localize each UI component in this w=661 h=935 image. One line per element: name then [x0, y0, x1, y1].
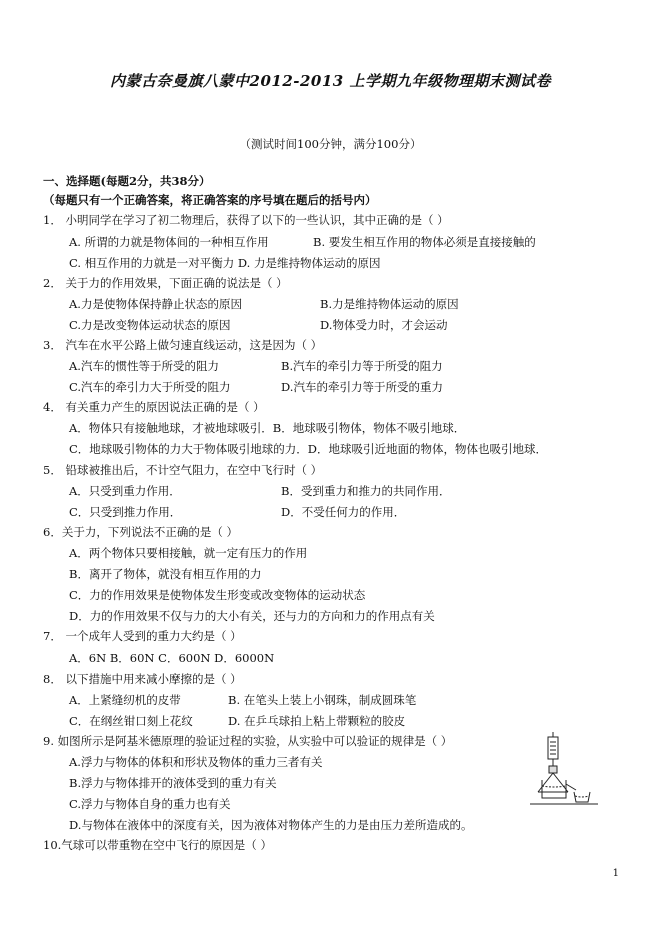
section-heading: 一、选择题(每题2分，共38分） [43, 174, 211, 188]
question-6-option-b: B．离开了物体，就没有相互作用的力 [69, 567, 262, 581]
question-5-option-a: A．只受到重力作用． [69, 484, 181, 498]
page-number: 1 [612, 868, 619, 879]
question-9-option-b: B.浮力与物体排开的液体受到的重力有关 [69, 776, 277, 790]
question-3-option-b: B.汽车的牵引力等于所受的阻力 [281, 359, 443, 373]
question-2-option-a: A.力是使物体保持静止状态的原因 [69, 297, 242, 311]
question-8-option-c: C．在纲丝钳口刻上花纹 [69, 714, 193, 728]
question-4-option-ab: A．物体只有接触地球，才被地球吸引．B．地球吸引物体，物体不吸引地球． [69, 421, 466, 435]
question-7-stem: 7． 一个成年人受到的重力大约是（ ） [43, 629, 242, 643]
question-4-option-cd: C．地球吸引物体的力大于物体吸引地球的力．D．地球吸引近地面的物体，物体也吸引地球． [69, 442, 548, 456]
question-3-option-d: D.汽车的牵引力等于所受的重力 [281, 380, 443, 394]
question-1-option-b: B. 要发生相互作用的物体必须是直接接触的 [313, 235, 536, 249]
exam-subtitle: （测试时间100分钟，满分100分） [239, 137, 422, 151]
question-3-option-c: C.汽车的牵引力大于所受的阻力 [69, 380, 231, 394]
page-title: 内蒙古奈曼旗八蒙中2012-2013 上学期九年级物理期末测试卷 [110, 72, 551, 90]
question-6-option-a: A．两个物体只要相接触，就一定有压力的作用 [69, 546, 308, 560]
question-6-option-c: C．力的作用效果是使物体发生形变或改变物体的运动状态 [69, 588, 366, 602]
question-9-option-d: D.与物体在液体中的深度有关，因为液体对物体产生的力是由压力差所造成的。 [69, 818, 473, 832]
question-5-option-d: D．不受任何力的作用． [281, 505, 406, 519]
question-5-stem: 5． 铅球被推出后，不计空气阻力，在空中飞行时（ ） [43, 463, 323, 477]
question-1-option-cd: C. 相互作用的力就是一对平衡力 D. 力是维持物体运动的原因 [69, 256, 381, 270]
question-2-stem: 2． 关于力的作用效果，下面正确的说法是（ ） [43, 276, 288, 290]
question-3-stem: 3． 汽车在水平公路上做匀速直线运动，这是因为（ ） [43, 338, 323, 352]
question-8-option-b: B. 在笔头上装上小钢珠，制成圆珠笔 [228, 693, 417, 707]
question-8-option-d: D. 在乒乓球拍上粘上带颗粒的胶皮 [228, 714, 406, 728]
question-2-option-b: B.力是维持物体运动的原因 [320, 297, 459, 311]
question-1-option-a: A. 所谓的力就是物体间的一种相互作用 [69, 235, 269, 249]
question-5-option-c: C．只受到推力作用． [69, 505, 182, 519]
question-2-option-d: D.物体受力时，才会运动 [320, 318, 448, 332]
question-9-option-c: C.浮力与物体自身的重力也有关 [69, 797, 231, 811]
question-7-options: A．6N B．60N C．600N D．6000N [69, 651, 275, 665]
section-instruction: （每题只有一个正确答案，将正确答案的序号填在题后的括号内） [43, 193, 377, 207]
question-8-option-a: A．上紧缝纫机的皮带 [69, 693, 181, 707]
question-5-option-b: B．受到重力和推力的共同作用． [281, 484, 451, 498]
question-4-stem: 4． 有关重力产生的原因说法正确的是（ ） [43, 400, 265, 414]
question-9-option-a: A.浮力与物体的体积和形状及物体的重力三者有关 [69, 755, 323, 769]
question-1-stem: 1． 小明同学在学习了初二物理后，获得了以下的一些认识，其中正确的是（ ） [43, 213, 449, 227]
question-10-stem: 10.气球可以带重物在空中飞行的原因是（ ） [43, 838, 272, 852]
question-8-stem: 8． 以下措施中用来减小摩擦的是（ ） [43, 672, 242, 686]
question-9-stem: 9. 如图所示是阿基米德原理的验证过程的实验，从实验中可以验证的规律是（ ） [43, 734, 453, 748]
question-6-stem: 6．关于力，下列说法不正确的是（ ） [43, 525, 238, 539]
question-6-option-d: D．力的作用效果不仅与力的大小有关，还与力的方向和力的作用点有关 [69, 609, 435, 623]
question-2-option-c: C.力是改变物体运动状态的原因 [69, 318, 231, 332]
archimedes-apparatus-figure [528, 730, 600, 808]
question-3-option-a: A.汽车的惯性等于所受的阻力 [69, 359, 219, 373]
